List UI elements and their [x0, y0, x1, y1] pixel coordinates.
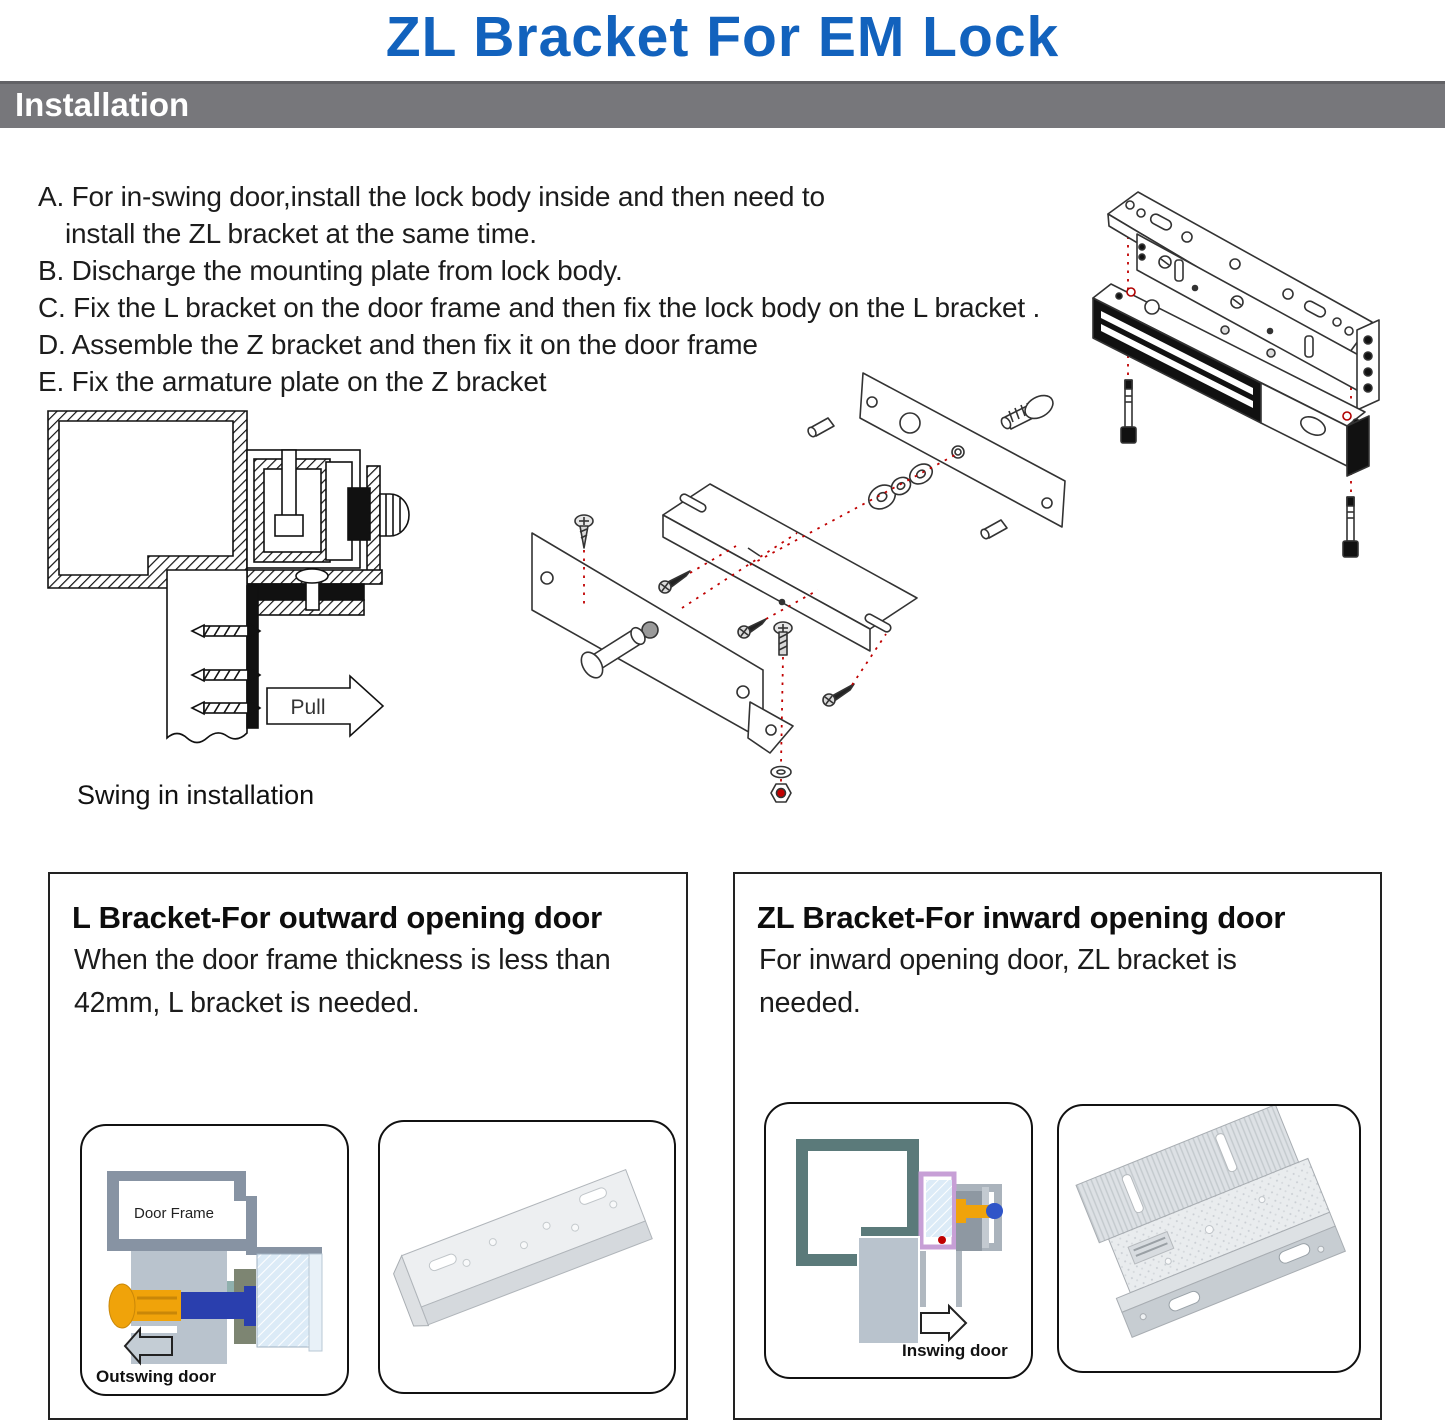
instruction-line-b: B. Discharge the mounting plate from lock body.	[38, 255, 623, 286]
zl-bracket-panel-heading: ZL Bracket-For inward opening door	[757, 900, 1286, 935]
inswing-door-diagram-box	[764, 1102, 1033, 1379]
instruction-line-a: A. For in-swing door,install the lock body inside and then need to	[38, 181, 825, 212]
outswing-label: Outswing door	[96, 1367, 216, 1386]
frame-angle	[246, 1196, 257, 1252]
dowel-pin-icon	[806, 418, 834, 438]
zl-bracket-metal	[1071, 1106, 1345, 1337]
zl-bracket-panel	[733, 872, 1382, 1420]
door-block	[858, 1237, 919, 1344]
l-bracket-photo-box	[378, 1120, 676, 1394]
socket-bolt-icon	[1121, 380, 1136, 443]
machine-screw-icon	[1000, 391, 1057, 430]
zl-bracket-panel-body1: For inward opening door, ZL bracket is	[759, 944, 1237, 976]
l-bracket-panel-heading: L Bracket-For outward opening door	[72, 900, 602, 935]
exploded-assembly-diagram	[500, 360, 1080, 840]
instruction-line-e: E. Fix the armature plate on the Z bracket	[38, 366, 547, 397]
lock-housing	[247, 450, 360, 568]
pull-label: Pull	[290, 696, 326, 719]
phillips-screw-icon	[774, 622, 792, 655]
outswing-door-diagram-box	[80, 1124, 349, 1396]
inswing-label: Inswing door	[902, 1341, 1008, 1360]
inswing-arrow-icon	[921, 1306, 966, 1340]
zl-bracket-panel-body2: needed.	[759, 987, 861, 1019]
washers	[864, 460, 936, 514]
armature-block	[257, 1254, 309, 1347]
installation-section-label: Installation	[15, 86, 190, 123]
lock-bolt-flange	[244, 1286, 256, 1326]
instruction-line-a2: install the ZL bracket at the same time.	[65, 218, 537, 249]
inswing-door-diagram	[766, 1104, 1026, 1372]
bolt-base	[956, 1199, 966, 1223]
swing-in-diagram	[30, 388, 450, 820]
socket-bolt-icon	[1343, 497, 1358, 557]
l-bracket-leg	[1357, 320, 1379, 410]
bracket-leg	[956, 1251, 962, 1307]
instruction-line-d: D. Assemble the Z bracket and then fix it on the door frame	[38, 329, 758, 360]
swing-caption: Swing in installation	[77, 780, 315, 810]
bolt-cap	[986, 1203, 1003, 1219]
armature-edge	[309, 1254, 322, 1351]
dowel-pin-icon	[979, 520, 1007, 540]
bolt-head	[109, 1284, 135, 1328]
door-cross-section	[167, 570, 258, 743]
l-bracket-panel-body2: 42mm, L bracket is needed.	[74, 987, 420, 1019]
lock-body-diagram	[1075, 150, 1445, 570]
phillips-screw-icon	[575, 515, 593, 548]
door-frame-label: Door Frame	[134, 1205, 215, 1222]
l-bracket-metal	[389, 1170, 653, 1331]
outswing-door-diagram	[82, 1126, 342, 1389]
l-bracket-panel-body1: When the door frame thickness is less than	[74, 944, 611, 976]
door-frame-cross-section	[48, 411, 247, 588]
self-tapping-screw-icon	[823, 684, 854, 706]
l-bracket-panel	[48, 872, 688, 1420]
armature-block	[926, 1180, 952, 1237]
bracket-leg	[919, 1251, 926, 1307]
lock-bolt-blue	[177, 1292, 254, 1319]
nut-and-washer	[771, 767, 791, 803]
bracket-arm	[247, 569, 382, 615]
instruction-line-c: C. Fix the L bracket on the door frame and then fix the lock body on the L bracket .	[38, 292, 1041, 323]
self-tapping-screw-icon	[738, 619, 766, 638]
installation-section-bar	[0, 81, 1445, 128]
page-title: ZL Bracket For EM Lock	[385, 5, 1060, 69]
zl-bracket-photo-box	[1057, 1104, 1361, 1373]
self-tapping-screw-icon	[659, 571, 690, 593]
indicator-dot	[938, 1236, 946, 1244]
l-bracket-photo	[380, 1122, 669, 1387]
zl-bracket-photo	[1059, 1106, 1354, 1366]
